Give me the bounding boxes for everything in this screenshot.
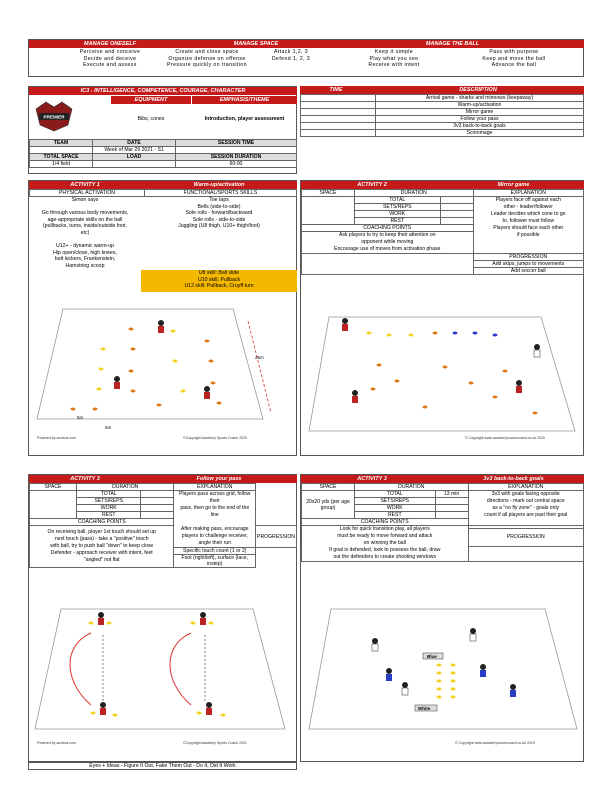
activity-3a-table: SPACE DURATION EXPLANATION TOTAL Players pass across grid, follow their pass, then go to the end of the line After making pass, encourage players to challenge receiver, angle their run SETS/REPS WORK REST COACHING POINTS On receiving ball, player 1st touch should set up next touch (pass) - take a "positive" touch with ball, try to push ball "down" to keep close Defender - approach receiver with intent, feet "angled" not flat PROGRESSION Specific touch count (1 or 2) Foot (right/left), surface (lace, instep) — [29, 483, 297, 568]
svg-text:5m: 5m — [77, 415, 84, 420]
activity-3b-footer-right: © Copyright www.academysoccercoach.co.uk 2019 — [455, 741, 535, 745]
schedule — [300, 86, 584, 174]
manage-ball-right: Pass with purpose Keep and move the ball Advance the ball — [482, 49, 546, 69]
page-footer: Eyes + Ideas - Figure It Out, Fake Them Out - Do It, Did It Work — [28, 762, 297, 770]
svg-text:Blue: Blue — [427, 654, 437, 659]
svg-text:PREMIER: PREMIER — [43, 114, 65, 120]
svg-text:5m: 5m — [105, 425, 112, 430]
manage-ball-left: Keep it simple Play what you see Receive with intent — [368, 49, 420, 69]
activity-3a-footer-right: ©Copyright Academy Sports Coach 2021 — [183, 741, 247, 745]
activity-3b-title: 3v3 back-to-back goals — [443, 475, 584, 483]
activity-1-label: ACTIVITY 1 — [29, 181, 141, 189]
time-header: TIME — [300, 86, 372, 94]
activity-3b-diagram — [305, 601, 581, 751]
activity-1-footer-left: Powered by accitool.com — [37, 436, 76, 440]
session-info — [28, 86, 297, 174]
emphasis-value: Introduction, player assessment — [204, 116, 285, 122]
activity-1-physical: Simon says Go through various body movements, age-appropriate skills on the ball (pullbacks, turns, inside/outside foot, etc) U12+ - dynamic warm-up Hip open/close, high knees, butt kickers, Frankenstein, Hamstring scoop — [41, 197, 129, 269]
activity-3a — [28, 474, 297, 762]
activity-1-skills: Toe taps Bells (side-to-side) Sole rolls - forward/backward Sole rolls - side-to-side Juggling (U8 thigh, U10+ thigh/foot) — [178, 197, 260, 230]
activity-2-footer-right: © Copyright www.academysoccercoach.co.uk 2020 — [465, 436, 545, 440]
manage-oneself-header: MANAGE ONESELF — [29, 40, 191, 48]
svg-text:25m: 25m — [255, 355, 264, 360]
activity-2 — [300, 180, 584, 456]
activity-3a-label: ACTIVITY 3 — [29, 475, 141, 483]
manage-oneself-lines: Perceive and conceive Decide and deceive Execute and assess — [79, 49, 141, 69]
schedule-table: Arrival game - sharks and minnows (keepaway) Warm-up/activation Mirror game Follow your pass 3v3 back-to-back goals Scrimmage — [300, 94, 584, 137]
activity-3b-label: ACTIVITY 3 — [301, 475, 443, 483]
activity-1-skill-highlight: U8 skill: Ball slide U10 skill: Pullback U12 skill: Pullback, Cruyff turn — [141, 270, 297, 292]
activity-3b-table: SPACE DURATION EXPLANATION 20x20 yds (per age group) TOTAL 13 min 3v3 with goals facing opposite directions - mark out central space as a "no fly zone" - goals only count if all players are past their goal SETS/REPS WORK REST COACHING POINTS Look for quick transition play, all players must be ready to move forward and attack on winning the ball If goal is defended, look to possess the ball, draw out the defenders to create shooting windows PROGRESSION — [301, 483, 584, 562]
manage-space-header: MANAGE SPACE — [191, 40, 321, 48]
session-table: TEAM DATE SESSION TIME Week of Mar 29 2021 - S1 TOTAL SPACE LOAD SESSION DURATION 1/4 field 60:00 — [29, 139, 297, 168]
description-header: DESCRIPTION — [372, 86, 584, 94]
ic3-header: IC3 - INTELLIGENCE, COMPETENCE, COURAGE, CHARACTER — [29, 87, 297, 95]
activity-3a-footer-left: Powered by accitool.com — [37, 741, 76, 745]
top-band — [28, 39, 584, 77]
activity-1-diagram — [33, 301, 295, 451]
activity-3a-title: Follow your pass — [141, 475, 297, 483]
equipment-header: EQUIPMENT — [111, 96, 191, 104]
activity-2-diagram — [305, 307, 581, 453]
activity-3b — [300, 474, 584, 762]
manage-ball-header: MANAGE THE BALL — [321, 40, 584, 48]
activity-1-footer-right: ©Copyright Academy Sports Coach 2020 — [183, 436, 247, 440]
activity-3a-diagram — [33, 601, 295, 751]
manage-space-lines: Create and close space Organize defense on offense Pressure quickly on transition — [167, 49, 247, 69]
activity-1 — [28, 180, 297, 456]
activity-2-label: ACTIVITY 2 — [301, 181, 443, 189]
premier-logo — [33, 99, 75, 133]
activity-2-title: Mirror game — [443, 181, 584, 189]
svg-text:White: White — [418, 706, 431, 711]
activity-1-table: PHYSICAL ACTIVATION FUNCTIONAL/SPORTS SKILLS — [29, 189, 297, 197]
equipment-value: Bibs, cones — [137, 116, 165, 122]
manage-space-right: Attack 1,2, 3 Defend 1, 2, 3 — [271, 49, 311, 62]
activity-2-table: SPACE DURATION EXPLANATION TOTAL Players face off against each other - leader/follower Leader decides which cone to go to, follower must follow Players should face each other if possible SETS/REPS WORK REST COACHING POINTS Ask players to try to keep their attention on opponent while moving Encourage use of moves from activation phase PROGRESSION Add skips, jumps to movements Add soccer ball — [301, 189, 584, 275]
activity-1-title: Warm-up/activation — [141, 181, 297, 189]
emphasis-header: EMPHASIS/THEME — [192, 96, 297, 104]
